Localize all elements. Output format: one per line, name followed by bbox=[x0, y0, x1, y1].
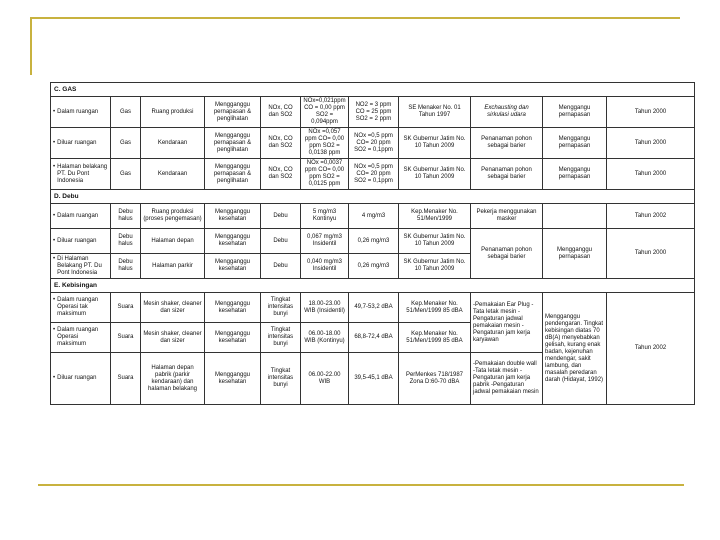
type-cell: Suara bbox=[111, 353, 141, 405]
regulation-cell: SK Gubernur Jatim No. 10 Tahun 2009 bbox=[399, 229, 471, 254]
table-row bbox=[51, 128, 695, 159]
standard-cell: 68,8-72,4 dBA bbox=[349, 323, 399, 353]
source-cell: Kendaraan bbox=[141, 128, 205, 159]
source-cell: Ruang produksi (proses pengemasan) bbox=[141, 204, 205, 229]
source-cell: Mesin shaker, cleaner dan sizer bbox=[141, 323, 205, 353]
location-text: Diluar ruangan bbox=[57, 237, 97, 244]
impact-cell: Mengganggu kesehatan bbox=[205, 254, 261, 279]
param-cell: NOx, CO dan SO2 bbox=[261, 159, 301, 190]
source-cell: Halaman depan pabrik (parkir kendaraan) dan halaman belakang bbox=[141, 353, 205, 405]
location-cell bbox=[51, 293, 111, 323]
table-row bbox=[51, 97, 695, 128]
param-cell: NOx, CO dan SO2 bbox=[261, 128, 301, 159]
type-cell: Gas bbox=[111, 97, 141, 128]
year-cell: Tahun 2000 bbox=[607, 97, 695, 128]
measured-cell: 0,040 mg/m3 Insidentil bbox=[301, 254, 349, 279]
bullet-icon: • bbox=[53, 139, 56, 146]
impact-cell: Mengganggu pernapasan & penglihatan bbox=[205, 97, 261, 128]
location-cell bbox=[51, 128, 111, 159]
recommendation-cell: Mengganggu pendengaran. Tingkat kebisingan diatas 70 dB(A) menyebabkan gelisah, kurang enak badan, kejenuhan mendengar, sakit lambung, dan masalah peredaran darah (Hidayat, 1992) bbox=[543, 293, 607, 405]
standard-cell: 0,26 mg/m3 bbox=[349, 254, 399, 279]
type-cell: Debu halus bbox=[111, 204, 141, 229]
regulation-cell: Kep.Menaker No. 51/Men/1999 85 dBA bbox=[399, 323, 471, 353]
control-cell: Penanaman pohon sebagai barier bbox=[471, 229, 543, 279]
impact-cell: Mengganggu kesehatan bbox=[205, 353, 261, 405]
bullet-icon: • bbox=[53, 212, 56, 219]
param-cell: Tingkat intensitas bunyi bbox=[261, 293, 301, 323]
regulation-cell: SK Gubernur Jatim No. 10 Tahun 2009 bbox=[399, 254, 471, 279]
bullet-icon: • bbox=[53, 237, 56, 244]
regulation-cell: SK Gubernur Jatim No. 10 Tahun 2009 bbox=[399, 159, 471, 190]
year-cell: Tahun 2000 bbox=[607, 229, 695, 279]
measured-cell: 0,067 mg/m3 Insidentil bbox=[301, 229, 349, 254]
param-cell: Debu bbox=[261, 204, 301, 229]
bullet-icon: • bbox=[53, 108, 56, 115]
bullet-icon: • bbox=[53, 163, 56, 170]
environment-monitoring-table bbox=[50, 82, 695, 405]
measured-cell: NOx=0,021ppm CO = 0,00 ppm SO2 = 0,094ppm bbox=[301, 97, 349, 128]
regulation-cell: SK Gubernur Jatim No. 10 Tahun 2009 bbox=[399, 128, 471, 159]
recommendation-cell: Menggangu pernapasan bbox=[543, 128, 607, 159]
location-text: Diluar ruangan bbox=[57, 139, 97, 146]
control-cell: Penanaman pohon sebagai barier bbox=[471, 128, 543, 159]
table-row bbox=[51, 204, 695, 229]
standard-cell: 39,5-45,1 dBA bbox=[349, 353, 399, 405]
recommendation-cell: Menggangu pernapasan bbox=[543, 97, 607, 128]
year-cell: Tahun 2002 bbox=[607, 204, 695, 229]
location-cell bbox=[51, 353, 111, 405]
measured-cell: NOx =0,0037 ppm CO= 0,00 ppm SO2 = 0,0125 ppm bbox=[301, 159, 349, 190]
source-cell: Halaman parkir bbox=[141, 254, 205, 279]
section-title: D. Debu bbox=[51, 190, 695, 204]
type-cell: Debu halus bbox=[111, 254, 141, 279]
section-title: C. GAS bbox=[51, 83, 695, 97]
control-cell: -Pemakaian Ear Plug -Tata letak mesin -Pengaturan jadwal pemakaian mesin -Pengaturan jam kerja karyawan bbox=[471, 293, 543, 353]
decorative-left-line bbox=[30, 17, 32, 75]
standard-cell: NOx =0,5 ppm CO= 20 ppm SO2 = 0,1ppm bbox=[349, 128, 399, 159]
param-cell: Debu bbox=[261, 229, 301, 254]
bullet-icon: • bbox=[53, 297, 56, 303]
regulation-cell: SE Menaker No. 01 Tahun 1997 bbox=[399, 97, 471, 128]
location-text: Diluar ruangan bbox=[57, 375, 97, 381]
type-cell: Suara bbox=[111, 323, 141, 353]
section-header-debu bbox=[51, 190, 695, 204]
measured-cell: 06.00-22.00 WIB bbox=[301, 353, 349, 405]
location-text: Dalam ruangan bbox=[57, 212, 99, 219]
year-cell: Tahun 2000 bbox=[607, 159, 695, 190]
param-cell: Debu bbox=[261, 254, 301, 279]
bullet-icon: • bbox=[53, 255, 56, 262]
location-text: Halaman belakang PT. Du Pont Indonesia bbox=[57, 163, 108, 184]
environment-table-container bbox=[50, 82, 694, 405]
year-cell: Tahun 2002 bbox=[607, 293, 695, 405]
impact-cell: Mengganggu kesehatan bbox=[205, 323, 261, 353]
source-cell: Mesin shaker, cleaner dan sizer bbox=[141, 293, 205, 323]
regulation-cell: Kep.Menaker No. 51/Men/1999 bbox=[399, 204, 471, 229]
source-cell: Ruang produksi bbox=[141, 97, 205, 128]
location-text: Dalam ruangan bbox=[57, 108, 99, 115]
decorative-top-line bbox=[30, 17, 680, 19]
table-row bbox=[51, 159, 695, 190]
control-cell: -Pemakaian double wall -Tata letak mesin -Pengaturan jam kerja pabrik -Pengaturan jadwal pemakaian mesin bbox=[471, 353, 543, 405]
source-cell: Kendaraan bbox=[141, 159, 205, 190]
location-text: Dalam ruangan Operasi tak maksimum bbox=[57, 297, 99, 317]
table-row bbox=[51, 229, 695, 254]
measured-cell: 18.00-23.00 WIB (Insidentil) bbox=[301, 293, 349, 323]
param-cell: Tingkat intensitas bunyi bbox=[261, 323, 301, 353]
bullet-icon: • bbox=[53, 327, 56, 333]
measured-cell: 06.00-18.00 WIB (Kontinyu) bbox=[301, 323, 349, 353]
location-cell bbox=[51, 323, 111, 353]
control-cell: Exchausting dan sirkulasi udara bbox=[471, 97, 543, 128]
section-header-kebisingan bbox=[51, 279, 695, 293]
impact-cell: Mengganggu kesehatan bbox=[205, 229, 261, 254]
location-text: Dalam ruangan Operasi maksimum bbox=[57, 327, 99, 347]
param-cell: NOx, CO dan SO2 bbox=[261, 97, 301, 128]
impact-cell: Mengganggu kesehatan bbox=[205, 204, 261, 229]
regulation-cell: PerMenkes 718/1987 Zona D:60-70 dBA bbox=[399, 353, 471, 405]
impact-cell: Mengganggu pernapasan & penglihatan bbox=[205, 159, 261, 190]
type-cell: Gas bbox=[111, 159, 141, 190]
year-cell: Tahun 2000 bbox=[607, 128, 695, 159]
measured-cell: 5 mg/m3 Kontinyu bbox=[301, 204, 349, 229]
location-cell bbox=[51, 254, 111, 279]
decorative-bottom-line bbox=[38, 484, 684, 486]
location-cell bbox=[51, 229, 111, 254]
source-cell: Halaman depan bbox=[141, 229, 205, 254]
location-cell bbox=[51, 97, 111, 128]
recommendation-cell: Menggangu pernapasan bbox=[543, 159, 607, 190]
recommendation-cell: Mengganggu pernapasan bbox=[543, 229, 607, 279]
section-title: E. Kebisingan bbox=[51, 279, 695, 293]
table-row bbox=[51, 293, 695, 323]
impact-cell: Mengganggu kesehatan bbox=[205, 293, 261, 323]
measured-cell: NOx =0,057 ppm CO= 0,00 ppm SO2 = 0,0138 ppm bbox=[301, 128, 349, 159]
section-header-gas bbox=[51, 83, 695, 97]
location-text: Di Halaman Belakang PT. Du Pont Indonesia bbox=[57, 255, 102, 276]
standard-cell: NO2 = 3 ppm CO = 25 ppm SO2 = 2 ppm bbox=[349, 97, 399, 128]
param-cell: Tingkat intensitas bunyi bbox=[261, 353, 301, 405]
type-cell: Debu halus bbox=[111, 229, 141, 254]
standard-cell: 4 mg/m3 bbox=[349, 204, 399, 229]
control-cell: Penanaman pohon sebagai barier bbox=[471, 159, 543, 190]
recommendation-cell bbox=[543, 204, 607, 229]
type-cell: Gas bbox=[111, 128, 141, 159]
regulation-cell: Kep.Menaker No. 51/Men/1999 85 dBA bbox=[399, 293, 471, 323]
standard-cell: NOx =0,5 ppm CO= 20 ppm SO2 = 0,1ppm bbox=[349, 159, 399, 190]
location-cell bbox=[51, 204, 111, 229]
standard-cell: 49,7-53,2 dBA bbox=[349, 293, 399, 323]
impact-cell: Mengganggu pernapasan & penglihatan bbox=[205, 128, 261, 159]
bullet-icon: • bbox=[53, 375, 56, 381]
location-cell bbox=[51, 159, 111, 190]
standard-cell: 0,26 mg/m3 bbox=[349, 229, 399, 254]
control-cell: Pekerja menggunakan masker bbox=[471, 204, 543, 229]
type-cell: Suara bbox=[111, 293, 141, 323]
